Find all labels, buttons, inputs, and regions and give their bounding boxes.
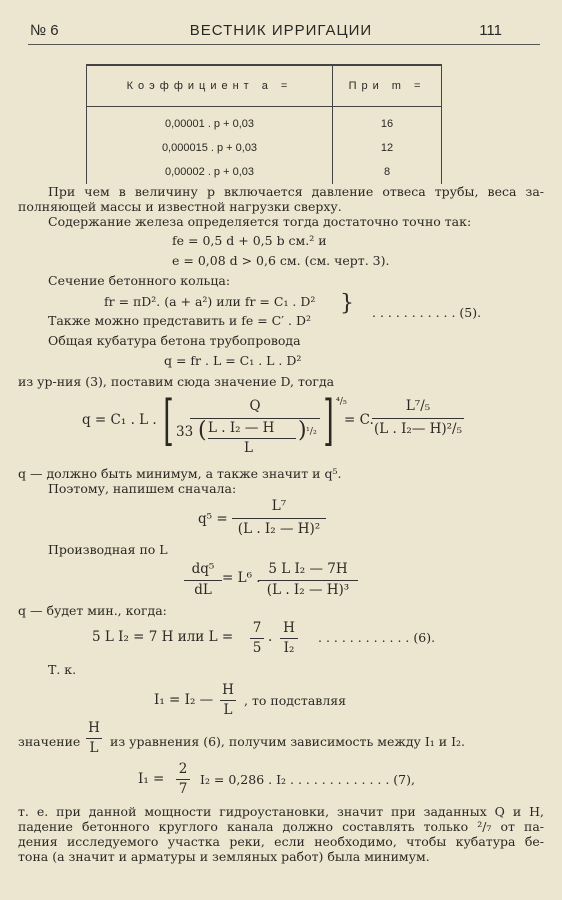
formula-equals: = C.: [344, 412, 374, 428]
formula-line: q = fr . L = C₁ . L . D²: [164, 353, 302, 368]
paragraph-line: т. е. при данной мощности гидроустановки, значит при заданных Q и H,: [18, 804, 544, 819]
fraction-bar: [220, 700, 236, 701]
table-row: [87, 136, 442, 160]
table-cell-coef: 0,00002 . p + 0,03: [87, 160, 333, 184]
paragraph-line: При чем в величину p включается давление отвеса трубы, веса за-: [48, 184, 544, 199]
formula-lhs: I₁ =: [138, 771, 165, 787]
issue-number: № 6: [30, 22, 59, 39]
formula-numerator: L⁷/₅: [405, 398, 431, 414]
formula-numerator: H: [283, 620, 295, 636]
paragraph-line: падение бетонного круглого канала должно составлять только ²/₇ от па-: [18, 819, 544, 834]
table-col-m-header: При m =: [333, 65, 442, 107]
formula-line: fr = πD². (a + a²) или fr = C₁ . D²: [104, 294, 316, 309]
formula-line: Также можно представить и fe = C′ . D²: [48, 313, 312, 328]
fraction-bar: [86, 738, 102, 739]
formula-line: fe = 0,5 d + 0,5 b см.² и: [172, 233, 327, 248]
paragraph-line: q — будет мин., когда:: [18, 603, 167, 618]
paragraph-line: из ур-ния (3), поставим сюда значение D, тогда: [18, 374, 335, 389]
paragraph-line: Содержание железа определяется тогда достаточно точно так:: [48, 214, 472, 229]
table-col-coef-header: Коэффициент a =: [87, 65, 333, 107]
formula-numerator: Q: [249, 398, 261, 414]
formula-numerator: H: [222, 682, 234, 698]
formula-denominator: (L . I₂ — H)²: [237, 521, 321, 537]
formula-lhs: 5 L I₂ = 7 H или L =: [92, 629, 234, 645]
formula-denominator: L: [89, 740, 99, 756]
coefficient-table: [86, 64, 442, 184]
table-cell-coef: 0,00001 . p + 0,03: [87, 107, 333, 137]
table-cell-m: 12: [333, 136, 442, 160]
paragraph-line: значение: [18, 734, 81, 749]
formula-numerator: L⁷: [271, 498, 287, 514]
fraction-bar: [176, 779, 190, 780]
paren-left: (: [198, 418, 207, 443]
fraction-bar: [232, 518, 326, 519]
formula-outer-exponent: ⁴/₅: [336, 396, 347, 407]
fraction-bar: [372, 418, 464, 419]
paragraph-line: Сечение бетонного кольца:: [48, 273, 231, 288]
formula-line: e = 0,08 d > 0,6 см. (см. черт. 3).: [172, 253, 390, 268]
paragraph-line: полняющей массы и известной нагрузки сверху.: [18, 199, 342, 214]
formula-denominator: (L . I₂— H)²/₅: [373, 421, 463, 437]
fraction-bar: [258, 580, 358, 581]
formula-numerator: 2: [178, 761, 188, 777]
fraction-bar: [208, 438, 296, 439]
paragraph-line: Производная по L: [48, 542, 168, 557]
formula-numerator: 5 L I₂ — 7H: [268, 561, 348, 577]
paragraph-line: Поэтому, напишем сначала:: [48, 481, 237, 496]
bracket-right: ]: [323, 389, 334, 452]
formula-lhs: q⁵ =: [198, 511, 228, 527]
paren-right: ): [298, 418, 307, 443]
fraction-bar: [184, 580, 222, 581]
formula-coefficient: 33: [176, 424, 194, 440]
journal-title: ВЕСТНИК ИРРИГАЦИИ: [189, 22, 373, 39]
table-header-row: [87, 65, 442, 107]
brace: }: [340, 291, 354, 316]
formula-numerator: 7: [252, 620, 262, 636]
table-cell-coef: 0,000015 . p + 0,03: [87, 136, 333, 160]
formula-denominator: dL: [194, 582, 212, 598]
fraction-bar: [280, 638, 298, 639]
table-cell-m: 8: [333, 160, 442, 184]
paragraph-line: тона (а значит и арматуры и земляных работ) была минимум.: [18, 849, 430, 864]
paragraph-line: Общая кубатура бетона трубопровода: [48, 333, 301, 348]
page-number: 111: [479, 22, 502, 39]
header-rule: [28, 44, 540, 45]
table-row: [87, 107, 442, 137]
formula-denominator: (L . I₂ — H)³: [266, 582, 350, 598]
formula-dot: .: [268, 629, 273, 645]
formula-factor: = L⁶ .: [222, 570, 261, 586]
table-cell-m: 16: [333, 107, 442, 137]
equation-number-6: . . . . . . . . . . . . (6).: [318, 630, 436, 645]
formula-inner-denominator: L: [244, 440, 253, 456]
equation-number-7: I₂ = 0,286 . I₂ . . . . . . . . . . . . . (7),: [200, 772, 415, 787]
formula-inner-numerator: L . I₂ — H: [208, 420, 275, 436]
formula-denominator: 5: [252, 640, 262, 656]
formula-denominator: 7: [178, 781, 188, 797]
formula-text: , то подставляя: [244, 693, 347, 708]
page-header: [0, 22, 562, 44]
bracket-left: [: [163, 389, 174, 452]
formula-denominator: L: [223, 702, 233, 718]
paragraph-line: из уравнения (6), получим зависимость между I₁ и I₂.: [110, 734, 466, 749]
formula-lhs: q = C₁ . L .: [82, 412, 157, 428]
fraction-bar: [250, 638, 264, 639]
paragraph-line: q — должно быть минимум, а также значит и q⁵.: [18, 466, 342, 481]
formula-denominator: I₂: [283, 640, 295, 656]
paragraph-line: дения исследуемого участка реки, если необходимо, чтобы кубатура бе-: [18, 834, 544, 849]
formula-inner-exponent: ¹/₂: [306, 426, 317, 437]
equation-number-5: . . . . . . . . . . . (5).: [372, 305, 482, 320]
table-row: [87, 160, 442, 184]
paragraph-line: Т. к.: [48, 662, 77, 677]
formula-numerator: dq⁵: [191, 561, 215, 577]
formula-lhs: I₁ = I₂ —: [154, 692, 214, 708]
formula-numerator: H: [88, 720, 100, 736]
